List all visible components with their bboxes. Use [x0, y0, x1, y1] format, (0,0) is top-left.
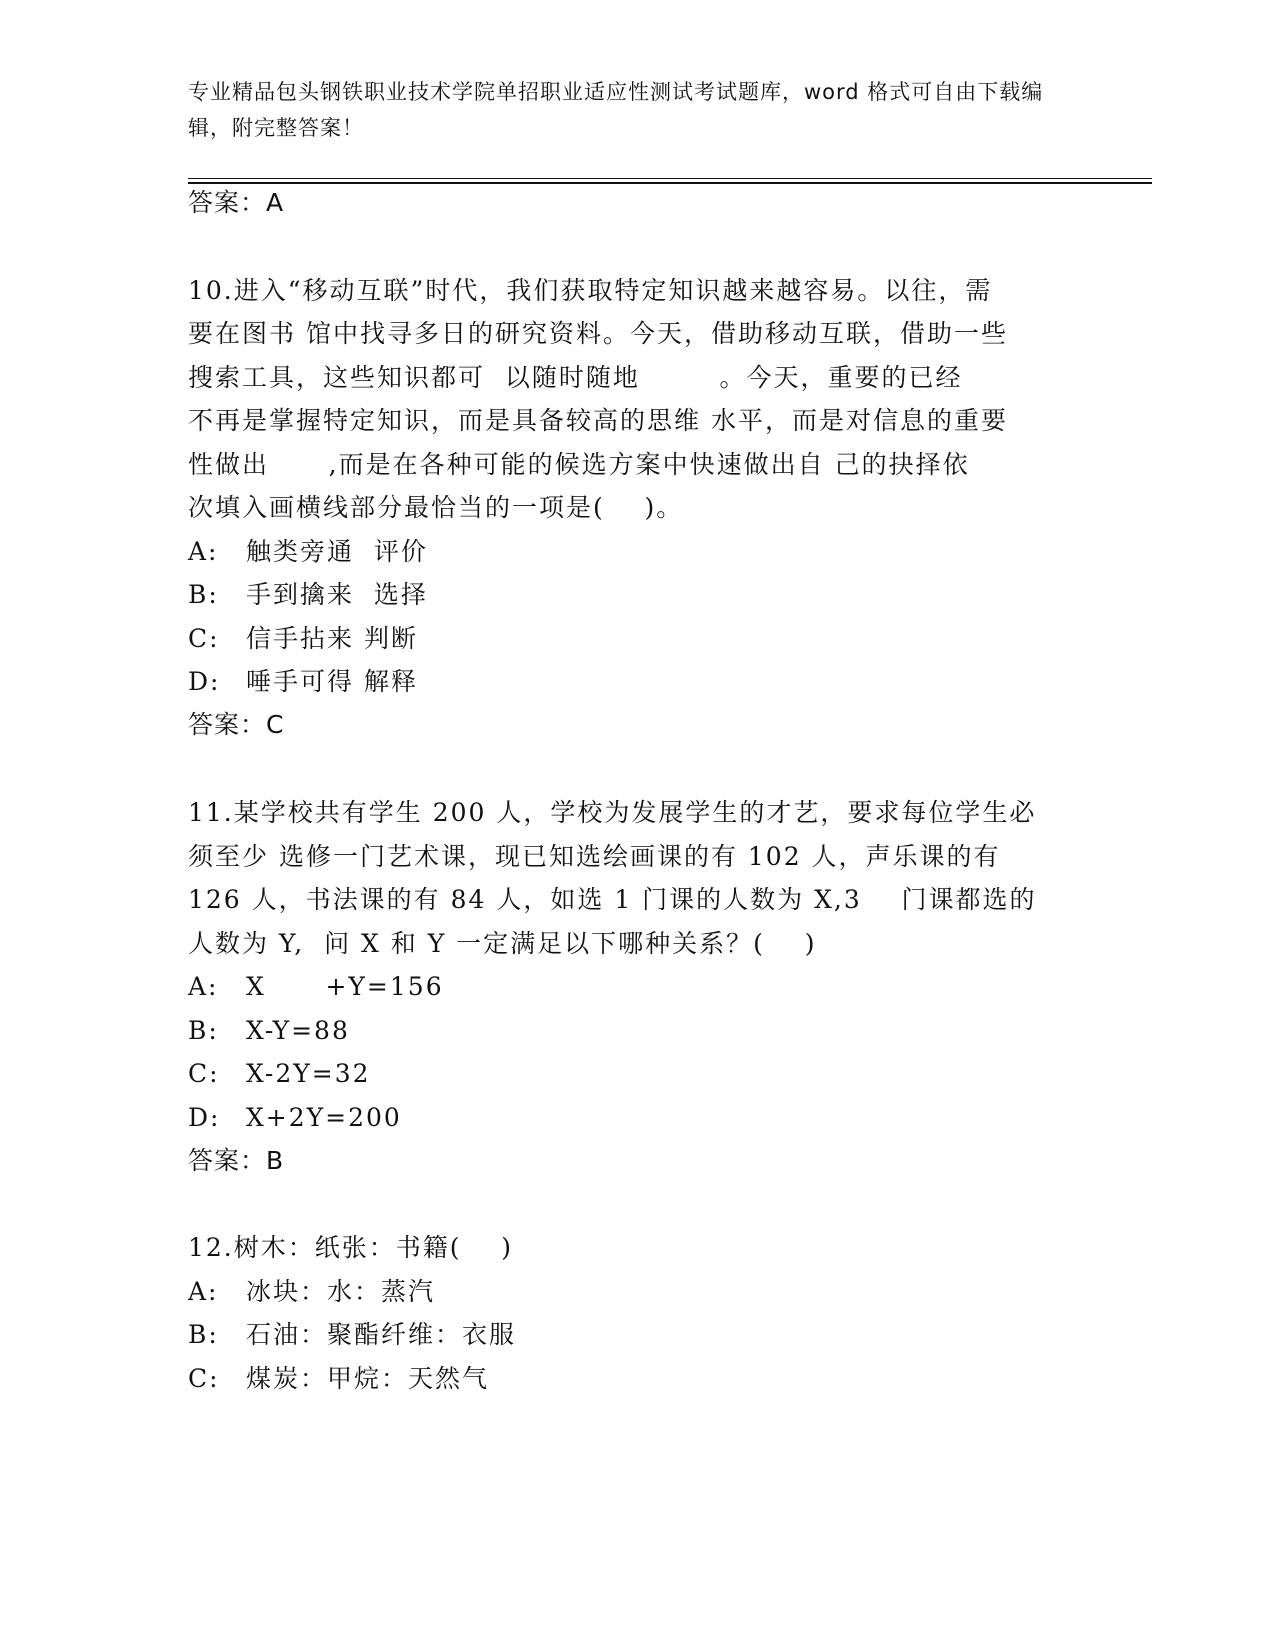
question-10-line-5: 性做出 ,而是在各种可能的候选方案中快速做出自 己的抉择依	[188, 450, 970, 479]
option-letter: B:	[188, 1016, 219, 1045]
option-text: 煤炭：甲烷：天然气	[246, 1364, 490, 1393]
option-text: X +Y=156	[246, 972, 444, 1001]
option-text: X-2Y=32	[246, 1059, 371, 1088]
question-12-option-b	[188, 1320, 516, 1350]
question-10-line-6: 次填入画横线部分最恰当的一项是( )。	[188, 493, 684, 522]
option-text: X-Y=88	[246, 1016, 350, 1045]
question-10-line-1: 10.进入“移动互联”时代，我们获取特定知识越来越容易。以往，需	[188, 276, 993, 305]
question-12-line-1: 12.树木：纸张：书籍( )	[188, 1233, 514, 1262]
question-12-option-a	[188, 1277, 435, 1307]
option-letter: C:	[188, 1364, 220, 1393]
option-letter: D:	[188, 1103, 221, 1132]
question-11-option-d	[188, 1103, 402, 1133]
question-10-option-a	[188, 537, 428, 567]
page-header: 专业精品包头钢铁职业技术学院单招职业适应性测试考试题库，word 格式可自由下载编辑，附完整答案！	[188, 80, 1044, 140]
header-rule-thin	[188, 178, 1152, 179]
question-10-line-2: 要在图书 馆中找寻多日的研究资料。今天，借助移动互联，借助一些	[188, 319, 1008, 348]
question-10-option-d	[188, 667, 418, 697]
question-10-line-3: 搜索工具，这些知识都可 以随时随地 。今天，重要的已经	[188, 363, 963, 392]
question-10-option-c	[188, 624, 418, 654]
option-letter: D:	[188, 667, 221, 696]
question-11-line-2: 须至少 选修一门艺术课，现已知选绘画课的有 102 人，声乐课的有	[188, 842, 1001, 871]
option-text: 触类旁通 评价	[246, 537, 428, 566]
option-text: 冰块：水：蒸汽	[246, 1277, 436, 1306]
option-text: 手到擒来 选择	[246, 580, 428, 609]
question-11-line-4: 人数为 Y, 问 X 和 Y 一定满足以下哪种关系？( )	[188, 929, 817, 958]
option-letter: C:	[188, 1059, 220, 1088]
answer-q10: 答案：C	[188, 710, 285, 739]
option-letter: B:	[188, 1320, 219, 1349]
question-11-option-c	[188, 1059, 371, 1089]
question-11-option-a	[188, 972, 444, 1002]
question-10-line-4: 不再是掌握特定知识，而是具备较高的思维 水平，而是对信息的重要	[188, 406, 1008, 435]
question-12-option-c	[188, 1364, 489, 1394]
option-letter: C:	[188, 624, 220, 653]
option-text: 信手拈来 判断	[246, 624, 418, 653]
option-text: 石油：聚酯纤维：衣服	[246, 1320, 517, 1349]
question-10-option-b	[188, 580, 428, 610]
option-letter: A:	[188, 972, 219, 1001]
answer-q9: 答案：A	[188, 188, 285, 217]
header-rule-thick	[188, 182, 1152, 184]
option-letter: A:	[188, 537, 219, 566]
answer-q11: 答案：B	[188, 1146, 285, 1175]
option-letter: A:	[188, 1277, 219, 1306]
question-11-line-1: 11.某学校共有学生 200 人，学校为发展学生的才艺，要求每位学生必	[188, 798, 1037, 827]
question-11-line-3: 126 人，书法课的有 84 人，如选 1 门课的人数为 X,3 门课都选的	[188, 885, 1037, 914]
option-text: X+2Y=200	[246, 1103, 402, 1132]
question-11-option-b	[188, 1016, 350, 1046]
option-letter: B:	[188, 580, 219, 609]
option-text: 唾手可得 解释	[246, 667, 418, 696]
